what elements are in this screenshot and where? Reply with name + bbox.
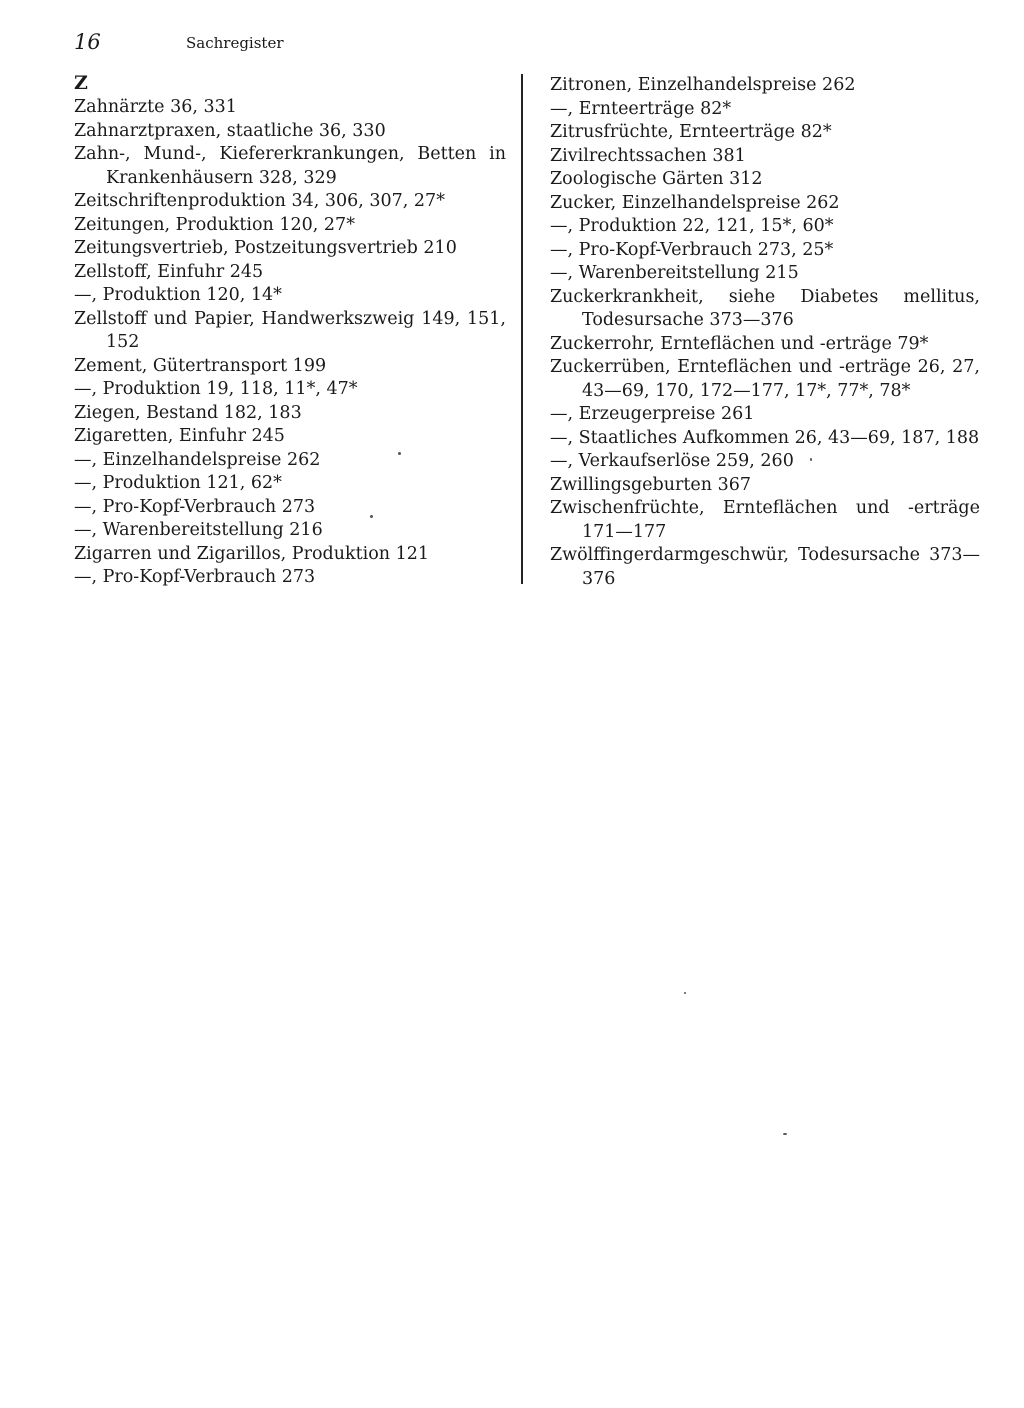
index-entry: Zement, Gütertransport 199 (74, 355, 327, 376)
index-entry: Zeitschriftenproduktion 34, 306, 307, 27* (74, 191, 445, 211)
index-entry: —, Pro-Kopf-Verbrauch 273 (74, 496, 316, 517)
scan-speck (370, 515, 373, 518)
index-column-left (74, 72, 506, 590)
index-entry: Zellstoff und Papier, Handwerkszweig 149, 151, 152 (74, 308, 506, 352)
index-entry: Zwischenfrüchte, Ernteflächen und -erträge 171—177 (550, 498, 980, 542)
left-entry-list (74, 96, 506, 590)
index-entry: Zitrusfrüchte, Ernteerträge 82* (550, 122, 832, 142)
index-entry: Zahn-, Mund-, Kiefererkrankungen, Betten in Krankenhäusern 328, 329 (74, 144, 506, 188)
index-entry: —, Warenbereitstellung 216 (74, 520, 323, 540)
index-entry: —, Produktion 19, 118, 11*, 47* (74, 379, 358, 399)
index-entry: Zuckerkrankheit, siehe Diabetes mellitus, Todesursache 373—376 (550, 286, 980, 330)
scan-speck (398, 452, 401, 455)
index-entry: —, Erzeugerpreise 261 (550, 404, 755, 424)
scan-speck (783, 1133, 787, 1135)
index-entry: Zucker, Einzelhandelspreise 262 (550, 192, 840, 213)
index-entry: Zitronen, Einzelhandelspreise 262 (550, 75, 856, 95)
index-entry: —, Ernteerträge 82* (550, 98, 732, 119)
index-entry: —, Einzelhandelspreise 262 (74, 449, 321, 470)
index-entry: Zigarren und Zigarillos, Produktion 121 (74, 543, 429, 564)
index-column-right (550, 74, 980, 591)
index-entry: —, Staatliches Aufkommen 26, 43—69, 187, 188 (550, 427, 980, 448)
index-entry: Zivilrechtssachen 381 (550, 145, 746, 166)
index-entry: Zuckerrüben, Ernteflächen und -erträge 26, 27, 43—69, 170, 172—177, 17*, 77*, 78* (550, 357, 980, 401)
index-entry: —, Warenbereitstellung 215 (550, 263, 799, 283)
index-entry: Ziegen, Bestand 182, 183 (74, 402, 302, 423)
index-entry: Zuckerrohr, Ernteflächen und -erträge 79* (550, 333, 929, 354)
page-number: 16 (74, 30, 101, 54)
running-head: Sachregister (186, 34, 284, 52)
index-entry: Zahnärzte 36, 331 (74, 97, 237, 117)
index-entry: —, Produktion 22, 121, 15*, 60* (550, 216, 834, 236)
index-entry: —, Verkaufserlöse 259, 260 (550, 451, 794, 471)
index-entry: —, Produktion 120, 14* (74, 285, 282, 305)
index-entry: Zwillingsgeburten 367 (550, 474, 752, 495)
index-entry: Zoologische Gärten 312 (550, 169, 763, 189)
index-entry: Zeitungsvertrieb, Postzeitungsvertrieb 210 (74, 238, 457, 258)
right-entry-list (550, 74, 980, 591)
column-divider (521, 74, 523, 584)
index-entry: Zigaretten, Einfuhr 245 (74, 426, 285, 446)
index-entry: —, Produktion 121, 62* (74, 473, 282, 493)
index-entry: Zahnarztpraxen, staatliche 36, 330 (74, 120, 386, 141)
scan-speck (810, 458, 812, 461)
index-entry: —, Pro-Kopf-Verbrauch 273, 25* (550, 239, 834, 260)
scan-speck (684, 992, 686, 994)
index-entry: Zeitungen, Produktion 120, 27* (74, 214, 355, 235)
section-letter: Z (74, 72, 88, 94)
index-entry: Zwölffingerdarmgeschwür, Todesursache 373—376 (550, 545, 980, 589)
index-entry: —, Pro-Kopf-Verbrauch 273 (74, 567, 316, 587)
index-entry: Zellstoff, Einfuhr 245 (74, 261, 264, 282)
